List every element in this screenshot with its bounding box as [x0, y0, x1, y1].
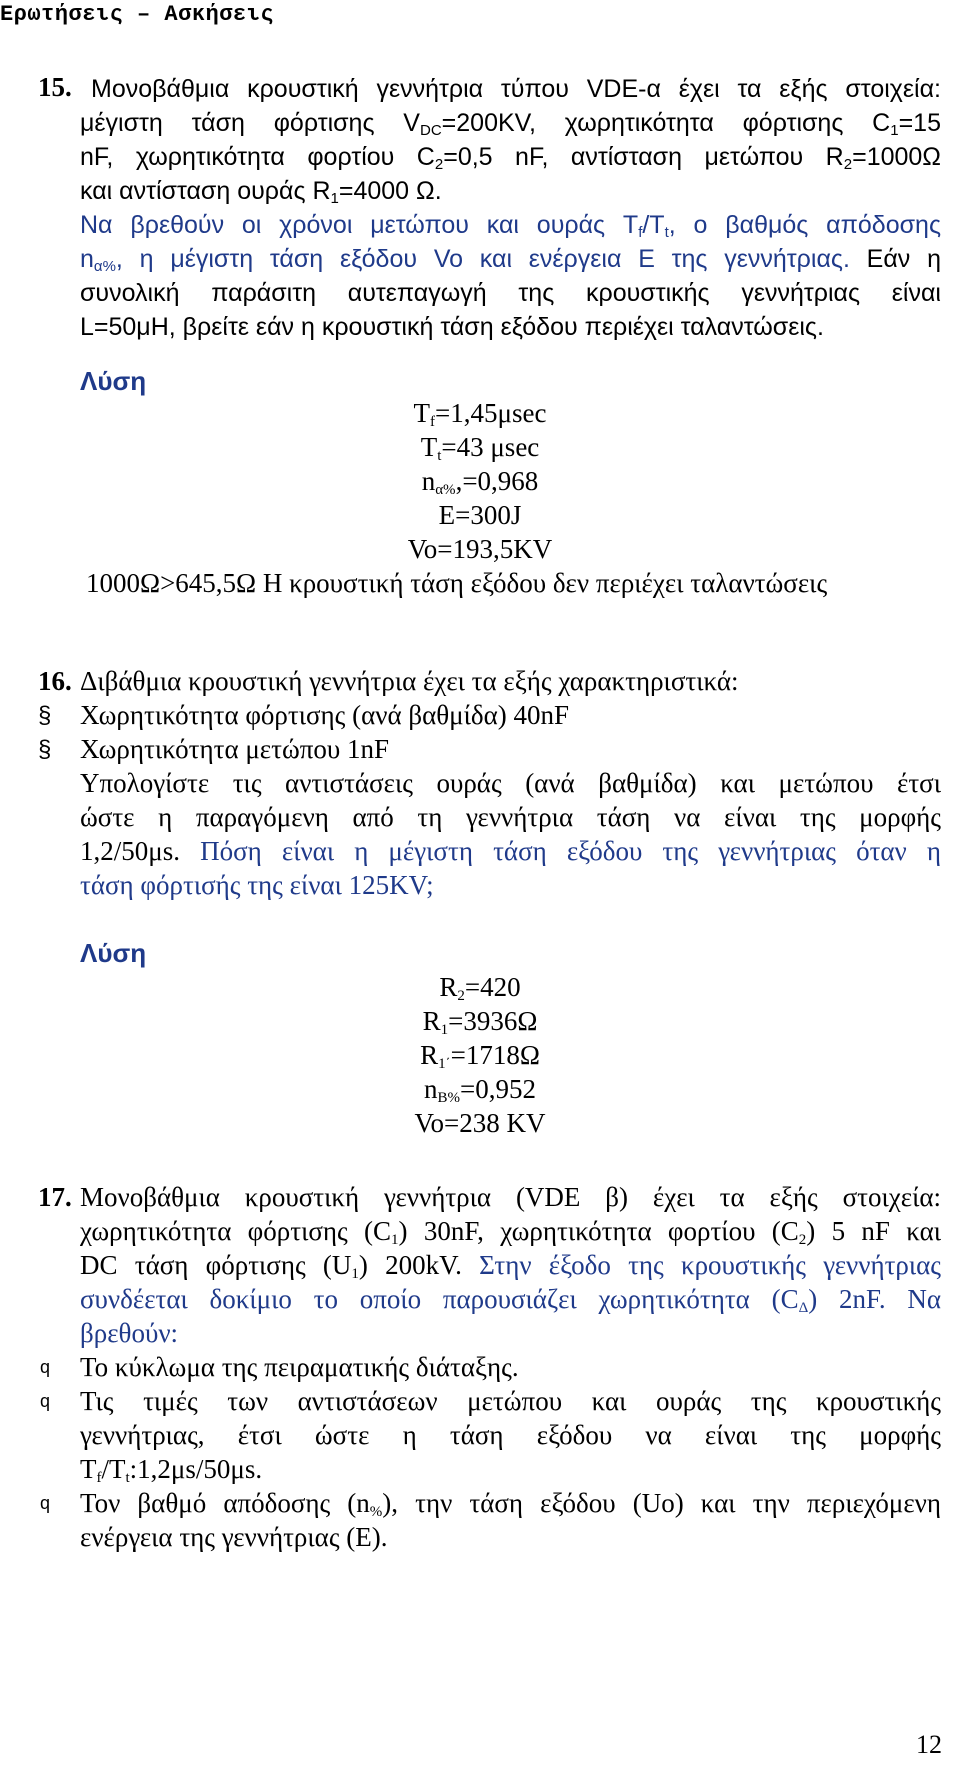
- q16-bullet-1: Χωρητικότητα φόρτισης (ανά βαθμίδα) 40nF: [80, 700, 570, 730]
- q15-question-line-4: L=50μH, βρείτε εάν η κρουστική τάση εξόδου περιέχει ταλαντώσεις.: [80, 313, 824, 341]
- q16-number: 16.: [38, 666, 72, 696]
- q15-solution-vo: Vo=193,5KV: [407, 534, 553, 564]
- q15-solution-efficiency: $n_{\alpha\%},=0,968$: [421, 466, 539, 498]
- q17-bullet-3-line-2: ενέργεια της γεννήτριας (E).: [80, 1522, 388, 1552]
- q17-text-line-4: συνδέεται δοκίμιο το οποίο παρουσιάζει χωρητικότητα $(C_\Delta)$ 2nF. Να: [80, 1284, 941, 1316]
- q17-text-line-3: DC τάση φόρτισης $(U_1)$ 200kV. Στην έξοδο της κρουστικής γεννήτριας: [80, 1250, 941, 1282]
- page-number: 12: [916, 1730, 942, 1759]
- q15-solution-energy: E=300J: [438, 500, 522, 530]
- list-bullet-icon: q: [40, 1357, 51, 1377]
- q16-text-line-3: ώστε η παραγόμενη από τη γεννήτρια τάση να είναι της μορφής: [80, 802, 941, 832]
- section-bullet-icon: §: [38, 702, 52, 729]
- q15-text-line-2: μέγιστη τάση φόρτισης $V_{DC}=200KV$, χωρητικότητα φόρτισης $C_1=15$: [80, 109, 941, 139]
- q16-text-line-1: Διβάθμια κρουστική γεννήτρια έχει τα εξής χαρακτηριστικά:: [80, 666, 739, 696]
- q15-solution-tt: $T_t=43$ μsec: [420, 432, 540, 464]
- q15-solution-conclusion: 1000Ω>645,5Ω Η κρουστική τάση εξόδου δεν περιέχει ταλαντώσεις: [86, 568, 828, 598]
- q15-text-line-3: nF, χωρητικότητα φορτίου $C_2=0,5$ nF, αντίσταση μετώπου $R_2=1000\Omega$: [80, 143, 941, 173]
- q15-question-line-2: $n_{\alpha\%}$, η μέγιστη τάση εξόδου Vo και ενέργεια E της γεννήτριας. Εάν η: [80, 245, 941, 275]
- q17-text-line-5: βρεθούν:: [80, 1318, 179, 1348]
- section-bullet-icon: §: [38, 736, 52, 763]
- q16-solution-r1: $R_1=3936\Omega$: [422, 1006, 538, 1038]
- q17-text-line-2: χωρητικότητα φόρτισης $(C_1)$ 30nF, χωρητικότητα φορτίου $(C_2)$ 5 nF και: [80, 1216, 941, 1248]
- q16-solution-efficiency: $n_{B\%}=0,952$: [424, 1074, 536, 1106]
- q16-bullet-2: Χωρητικότητα μετώπου 1nF: [80, 734, 390, 764]
- page-header: Ερωτήσεις – Ασκήσεις: [0, 2, 275, 27]
- q16-text-line-2: Υπολογίστε τις αντιστάσεις ουράς (ανά βαθμίδα) και μετώπου έτσι: [80, 768, 941, 798]
- q16-solution-vo: Vo=238 KV: [414, 1108, 546, 1138]
- q16-solution-r1-prime: $R_{1΄}=1718\Omega$: [420, 1040, 540, 1072]
- q15-solution-tf: $T_f=1,45\mu\sec$: [413, 398, 547, 430]
- q16-text-line-4: 1,2/50μs. Πόση είναι η μέγιστη τάση εξόδου της γεννήτριας όταν η: [80, 836, 941, 866]
- q16-solution-label: Λύση: [80, 938, 147, 968]
- q17-bullet-2-line-1: Τις τιμές των αντιστάσεων μετώπου και ουράς της κρουστικής: [80, 1386, 941, 1416]
- q15-question-line-3: συνολική παράσιτη αυτεπαγωγή της κρουστικής γεννήτριας είναι: [80, 279, 941, 307]
- list-bullet-icon: q: [40, 1391, 51, 1411]
- q17-bullet-2-line-3: $T_f/T_t:1,2\mu s/50\mu s$.: [80, 1454, 263, 1486]
- q15-number: 15.: [38, 72, 72, 102]
- q16-text-line-5: τάση φόρτισής της είναι 125KV;: [80, 870, 434, 900]
- q15-text-line-4: και αντίσταση ουράς $R_1=4000$ Ω.: [80, 177, 442, 207]
- q15-question-line-1: Να βρεθούν οι χρόνοι μετώπου και ουράς $T_f/T_t$, ο βαθμός απόδοσης: [80, 211, 941, 241]
- q17-bullet-1: Το κύκλωμα της πειραματικής διάταξης.: [80, 1352, 519, 1382]
- q15-solution-label: Λύση: [80, 366, 147, 396]
- q17-bullet-2-line-2: γεννήτριας, έτσι ώστε η τάση εξόδου να είναι της μορφής: [80, 1420, 941, 1450]
- q17-number: 17.: [38, 1182, 72, 1212]
- q17-bullet-3-line-1: Τον βαθμό απόδοσης $(n_{\%})$, την τάση εξόδου (Uo) και την περιεχόμενη: [80, 1488, 941, 1520]
- q16-solution-r2: $R_2=420$: [439, 972, 521, 1004]
- q17-text-line-1: Μονοβάθμια κρουστική γεννήτρια (VDE β) έχει τα εξής στοιχεία:: [80, 1182, 941, 1212]
- list-bullet-icon: q: [40, 1493, 51, 1513]
- q15-text-line-1: Μονοβάθμια κρουστική γεννήτρια τύπου VDE-α έχει τα εξής στοιχεία:: [91, 75, 941, 103]
